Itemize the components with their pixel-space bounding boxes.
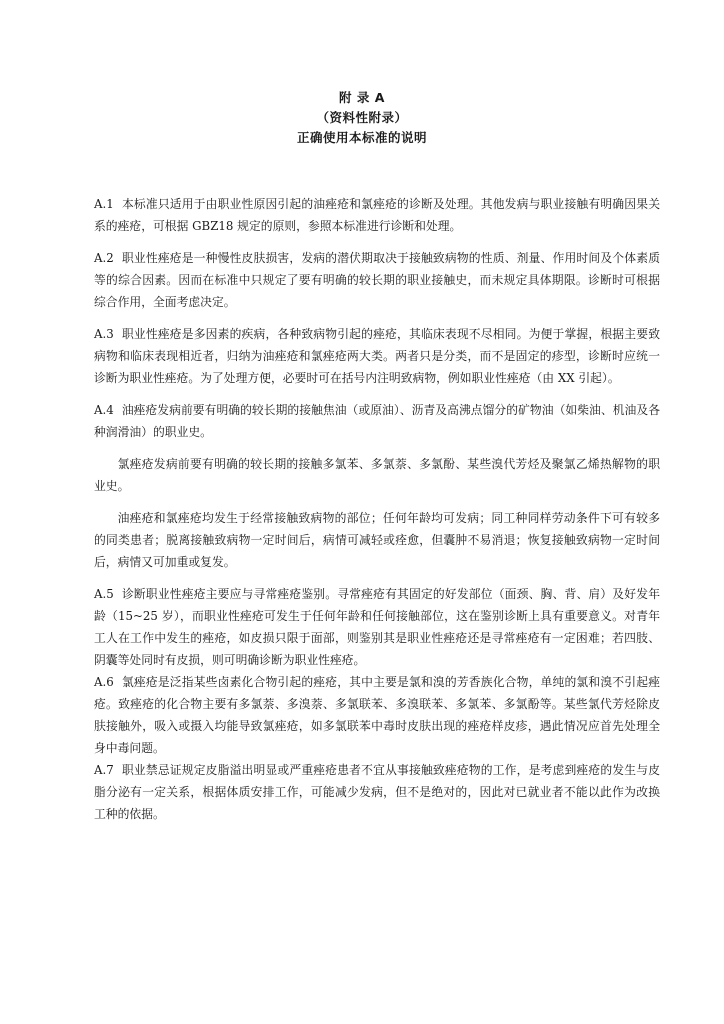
paragraph-number: A.6 <box>94 675 114 689</box>
paragraph-text: 油痤疮发病前要有明确的较长期的接触焦油（或原油）、沥青及高沸点馏分的矿物油（如柴油、机油及各种润滑油）的职业史。 <box>94 403 660 439</box>
paragraph-a5 <box>94 583 660 671</box>
paragraph-a7 <box>94 759 660 825</box>
paragraph-number: A.1 <box>94 197 114 211</box>
paragraph-number: A.4 <box>94 403 114 417</box>
appendix-heading-text: 正确使用本标准的说明 <box>296 130 427 145</box>
paragraph-a2 <box>94 247 660 313</box>
paragraph-number: A.7 <box>94 763 114 777</box>
document-body <box>94 193 660 825</box>
paragraph-text: 职业禁忌证规定皮脂溢出明显或严重痤疮患者不宜从事接触致痤疮物的工作，是考虑到痤疮的发生与皮脂分泌有一定关系，根据体质安排工作，可能减少发病，但不是绝对的，因此对已就业者不能以此作为改换工种的依据。 <box>94 763 660 821</box>
paragraph-a4 <box>94 399 660 443</box>
paragraph-text: 职业性痤疮是一种慢性皮肤损害，发病的潜伏期取决于接触致病物的性质、剂量、作用时间及个体素质等的综合因素。因而在标准中只规定了要有明确的较长期的职业接触史，而未规定具体期限。诊断时可根据综合作用，全面考虑决定。 <box>94 251 660 309</box>
paragraph-number: A.3 <box>94 327 114 341</box>
paragraph-text: 职业性痤疮是多因素的疾病，各种致病物引起的痤疮，其临床表现不尽相同。为便于掌握，根据主要致病物和临床表现相近者，归纳为油痤疮和氯痤疮两大类。两者只是分类，而不是固定的疹型，诊断时应统一诊断为职业性痤疮。为了处理方便，必要时可在括号内注明致病物，例如职业性痤疮（由 XX 引起）。 <box>94 327 660 385</box>
appendix-title: 附 录 A <box>339 90 385 105</box>
paragraph-a3 <box>94 323 660 389</box>
appendix-heading <box>0 88 724 148</box>
paragraph-a4-common: 油痤疮和氯痤疮均发生于经常接触致病物的部位；任何年龄均可发病；同工种同样劳动条件下可有较多的同类患者；脱离接触致病物一定时间后，病情可减轻或痊愈，但囊肿不易消退；恢复接触致病物一定时间后，病情又可加重或复发。 <box>94 511 660 569</box>
appendix-subtitle: （资料性附录） <box>316 110 408 125</box>
paragraph-a6 <box>94 671 660 759</box>
paragraph-a4-chloracne: 氯痤疮发病前要有明确的较长期的接触多氯苯、多氯萘、多氯酚、某些溴代芳烃及聚氯乙烯热解物的职业史。 <box>94 457 660 493</box>
paragraph-text: 氯痤疮是泛指某些卤素化合物引起的痤疮，其中主要是氯和溴的芳香族化合物，单纯的氯和溴不引起痤疮。致痤疮的化合物主要有多氯萘、多溴萘、多氯联苯、多溴联苯、多氯苯、多氯酚等。某些氯代芳烃除皮肤接触外，吸入或摄入均能导致氯痤疮，如多氯联苯中毒时皮肤出现的痤疮样皮疹，遇此情况应首先处理全身中毒问题。 <box>94 675 660 755</box>
paragraph-a1 <box>94 193 660 237</box>
paragraph-text: 诊断职业性痤疮主要应与寻常痤疮鉴别。寻常痤疮有其固定的好发部位（面颈、胸、背、肩）及好发年龄（15~25 岁），而职业性痤疮可发生于任何年龄和任何接触部位，这在鉴别诊断上具有重要意义。对青年工人在工作中发生的痤疮，如皮损只限于面部，则鉴别其是职业性痤疮还是寻常痤疮有一定困难；若四肢、阴囊等处同时有皮损，则可明确诊断为职业性痤疮。 <box>94 587 660 667</box>
paragraph-text: 本标准只适用于由职业性原因引起的油痤疮和氯痤疮的诊断及处理。其他发病与职业接触有明确因果关系的痤疮，可根据 GBZ18 规定的原则，参照本标准进行诊断和处理。 <box>94 197 660 233</box>
paragraph-number: A.5 <box>94 587 114 601</box>
paragraph-number: A.2 <box>94 251 114 265</box>
